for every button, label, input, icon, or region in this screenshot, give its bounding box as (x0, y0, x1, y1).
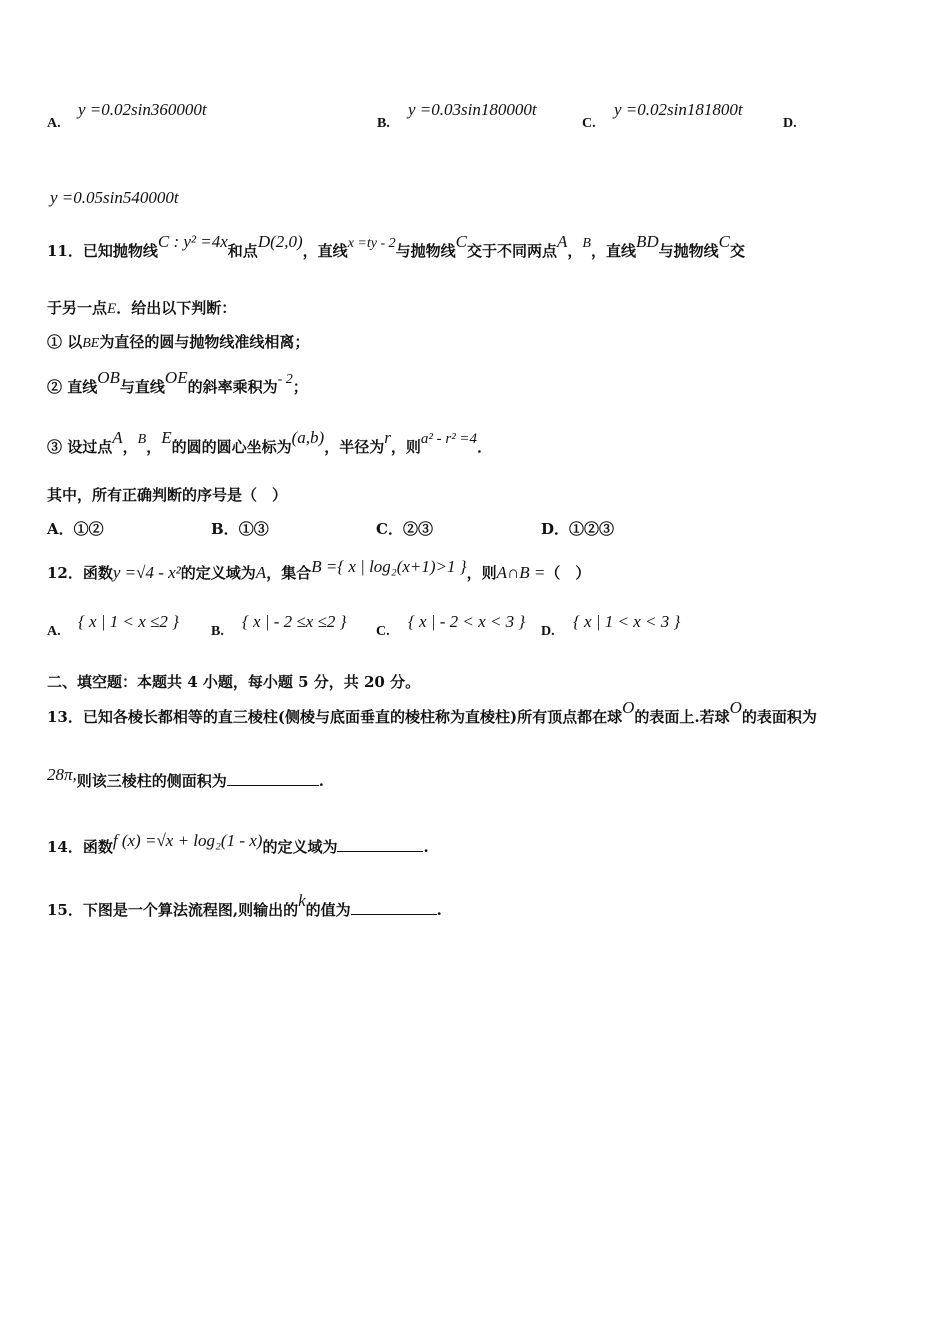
text: 于另一点 (47, 299, 108, 317)
text: ； (292, 378, 308, 396)
q12-stem (47, 557, 591, 583)
var-be: BE (82, 336, 100, 351)
answer-blank[interactable] (337, 837, 423, 852)
answer-blank[interactable] (227, 771, 319, 786)
q12-option-c-set: { x | - 2 < x < 3 } (408, 612, 526, 631)
text: 与抛物线 (395, 242, 456, 260)
text: 15．下图是一个算法流程图,则输出的 (47, 901, 299, 919)
text: （ ） (545, 564, 591, 582)
q11-judgement-3 (47, 428, 493, 457)
text: ，半径为 (324, 438, 385, 456)
q10-option-c-formula: y =0.02sin181800t (614, 100, 743, 119)
text: . (423, 838, 429, 856)
product-value: - 2 (277, 372, 293, 387)
option-label: D． (541, 520, 570, 538)
text: 与抛物线 (658, 242, 719, 260)
text: . (318, 772, 325, 790)
text: 的圆的圆心坐标为 (171, 438, 292, 456)
q13-line-1 (47, 698, 817, 727)
q14 (47, 831, 429, 857)
q12-option-d-set: { x | 1 < x < 3 } (573, 612, 681, 631)
q10-option-a-formula: y =0.02sin360000t (78, 100, 207, 119)
var-e: E (161, 428, 172, 447)
var-b: B (137, 432, 147, 447)
var-oe: OE (164, 368, 188, 387)
q11-judgement-1 (47, 331, 309, 352)
q11-line-2 (47, 297, 236, 318)
point-d: D(2,0) (257, 232, 303, 251)
q11-option-c (376, 518, 433, 539)
option-text: ①② (73, 520, 104, 538)
var-a: A (557, 232, 568, 251)
text: ，直线 (590, 242, 636, 260)
var-r: r (384, 428, 391, 447)
text: 则该三棱柱的侧面积为 (76, 772, 227, 790)
var-c: C (455, 232, 467, 251)
function-def: y =√4 - x² (112, 563, 181, 582)
q11-line-1 (47, 232, 746, 261)
center-coords: (a,b) (291, 428, 325, 447)
var-o: O (729, 698, 742, 717)
text: ，直线 (302, 242, 348, 260)
text: 与直线 (119, 378, 165, 396)
text: 交 (730, 242, 746, 260)
q11-option-b (211, 518, 269, 539)
radius-equation: a² - r² =4 (420, 431, 478, 447)
var-e: E (107, 301, 117, 317)
text: 13．已知各棱长都相等的直三棱柱(侧棱与底面垂直的棱柱称为直棱柱)所有顶点都在球 (47, 708, 623, 726)
text: 为直径的圆与抛物线准线相离； (99, 333, 310, 351)
q15 (47, 891, 442, 920)
text: ，集合 (266, 564, 312, 582)
text: . (436, 901, 442, 919)
option-label: C. (376, 624, 390, 639)
q12-option-b-set: { x | - 2 ≤x ≤2 } (242, 612, 347, 631)
q10-option-b-formula: y =0.03sin180000t (408, 100, 537, 119)
text: 的定义域为 (180, 564, 256, 582)
q10-option-d-label: D. (783, 116, 797, 131)
option-label: A． (47, 520, 74, 538)
q10-option-b-label: B. (377, 116, 390, 131)
text: ， (122, 438, 138, 456)
function-def: f (x) =√x + log₂(1 - x) (112, 831, 263, 850)
option-label: D. (541, 624, 555, 639)
text: 和点 (227, 242, 258, 260)
q11-stem: 其中，所有正确判断的序号是（ ） (47, 486, 288, 504)
option-label: B． (211, 520, 239, 538)
q11-judgement-2 (47, 368, 308, 397)
q10-options-row (0, 100, 950, 140)
text: 的表面积为 (741, 708, 817, 726)
q11-number: 11．已知抛物线 (47, 242, 158, 260)
q11-options-row (0, 518, 950, 542)
q10-option-d-formula: y =0.05sin540000t (50, 188, 179, 207)
option-label: A. (47, 624, 61, 639)
surface-area: 28π, (47, 765, 77, 784)
option-label: C． (376, 520, 403, 538)
option-label: B. (211, 624, 224, 639)
intersection: A∩B = (496, 563, 546, 582)
var-c: C (718, 232, 731, 251)
text: 的斜率乘积为 (187, 378, 278, 396)
text: ， (146, 438, 162, 456)
text: ．给出以下判断： (116, 299, 237, 317)
q10-option-c-label: C. (582, 116, 596, 131)
section-2-heading: 二、填空题：本题共 4 小题，每小题 5 分，共 20 分。 (47, 673, 421, 691)
text: 交于不同两点 (466, 242, 557, 260)
var-k: k (298, 891, 306, 910)
text: 的定义域为 (262, 838, 338, 856)
text: ，则 (466, 564, 497, 582)
parabola-def: C : y² =4x (157, 232, 228, 251)
answer-blank[interactable] (351, 900, 437, 915)
option-text: ①③ (238, 520, 269, 538)
q10-option-a-label: A. (47, 116, 61, 131)
text: ① 以 (47, 333, 83, 351)
option-text: ②③ (402, 520, 433, 538)
q12-options-row (0, 612, 950, 642)
var-o: O (622, 698, 635, 717)
text: 的表面上.若球 (634, 708, 730, 726)
var-ob: OB (97, 368, 120, 387)
var-a: A (112, 428, 123, 447)
text: ． (477, 438, 493, 456)
q11-option-d (541, 518, 614, 539)
q12-option-a-set: { x | 1 < x ≤2 } (78, 612, 179, 631)
option-text: ①②③ (569, 520, 615, 538)
q11-option-a (47, 518, 104, 539)
text: 的值为 (305, 901, 351, 919)
set-b-def: B ={ x | log₂(x+1)>1 } (311, 557, 467, 576)
q12-number: 12．函数 (47, 564, 113, 582)
line-equation: x =ty - 2 (347, 236, 396, 251)
var-a: A (255, 563, 267, 582)
text: 14．函数 (47, 838, 113, 856)
var-b: B (582, 236, 591, 251)
var-bd: BD (635, 232, 659, 251)
text: ② 直线 (47, 378, 98, 396)
q13-line-2 (47, 765, 325, 791)
text: ③ 设过点 (47, 438, 113, 456)
text: ，则 (390, 438, 421, 456)
text: ， (567, 242, 583, 260)
